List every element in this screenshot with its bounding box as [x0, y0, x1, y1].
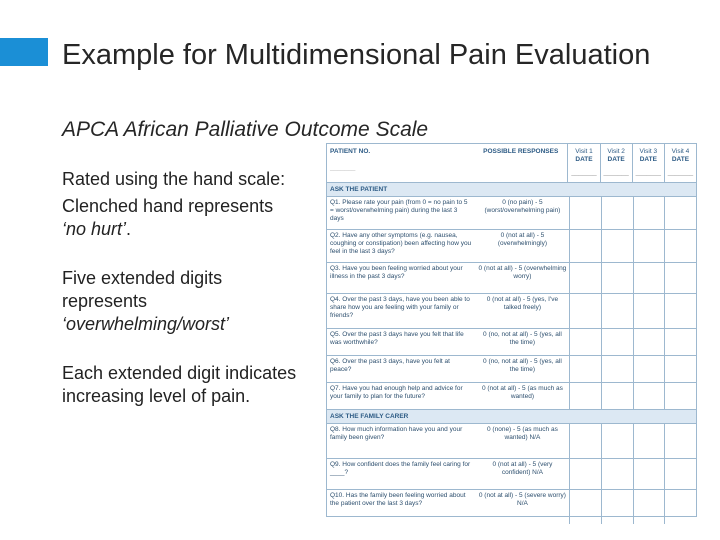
form-question: Q2. Have any other symptoms (e.g. nausea, coughing or constipation) been affecting how you feel in the last 3 days? [330, 232, 472, 255]
body-paragraph-2 [62, 195, 297, 241]
visit-cell [665, 329, 696, 355]
form-row [327, 230, 696, 263]
visit-header [601, 144, 633, 182]
visit-date-label: DATE [575, 156, 593, 163]
visit-cell [665, 490, 696, 524]
visit-cell [665, 230, 696, 262]
form-response: 0 (not at all) - 5 (overwhelmingly) [476, 230, 570, 262]
slide-subtitle: APCA African Palliative Outcome Scale [62, 118, 429, 141]
body-paragraph-2-a: Clenched hand represents [62, 196, 274, 216]
visit-cell [634, 459, 666, 489]
body-paragraph-4: Each extended digit indicates increasing level of pain. [62, 363, 297, 406]
visit-date-blank: _______ [603, 169, 629, 176]
visit-cell [634, 383, 666, 409]
visit-cell [602, 424, 634, 458]
body-paragraph-3-emph: ‘overwhelming/worst’ [62, 314, 230, 334]
possible-responses-label: POSSIBLE RESPONSES [474, 144, 568, 182]
body-paragraph-3-a: Five extended digits represents [62, 268, 223, 311]
visit-label: Visit 3 [639, 148, 658, 155]
visit-cell [570, 294, 602, 328]
visit-cell [602, 230, 634, 262]
visit-cell [602, 294, 634, 328]
body-paragraph-1: Rated using the hand scale: [62, 169, 286, 189]
form-row [327, 356, 696, 383]
visit-cell [665, 356, 696, 382]
form-row [327, 383, 696, 410]
visit-label: Visit 4 [671, 148, 690, 155]
form-header [327, 144, 696, 183]
apca-pos-form-image [326, 143, 697, 517]
form-question: Q7. Have you had enough help and advice for your family to plan for the future? [330, 385, 463, 400]
visit-label: Visit 2 [607, 148, 625, 155]
form-question: Q6. Over the past 3 days, have you felt at peace? [330, 358, 450, 373]
visit-header [633, 144, 665, 182]
visit-cell [602, 383, 634, 409]
visit-header [568, 144, 600, 182]
visit-cell [570, 263, 602, 293]
form-row [327, 490, 696, 524]
visit-cell [634, 490, 666, 524]
form-question: Q8. How much information have you and your family been given? [330, 426, 463, 441]
visit-cell [634, 197, 666, 229]
form-response: 0 (no pain) - 5 (worst/overwhelming pain) [476, 197, 570, 229]
form-question: Q5. Over the past 3 days have you felt that life was worthwhile? [330, 331, 464, 346]
visit-cell [665, 294, 696, 328]
form-question: Q4. Over the past 3 days, have you been able to share how you are feeling with your family or friends? [330, 296, 470, 319]
body-text [62, 168, 297, 408]
form-response: 0 (not at all) - 5 (severe worry) N/A [476, 490, 570, 524]
visit-cell [602, 356, 634, 382]
visit-cell [602, 329, 634, 355]
visit-date-label: DATE [671, 156, 690, 163]
body-paragraph-2-c: . [126, 219, 132, 239]
visit-cell [570, 197, 602, 229]
form-row [327, 329, 696, 356]
visit-date-blank: _______ [571, 169, 597, 176]
form-response: 0 (not at all) - 5 (as much as wanted) [476, 383, 570, 409]
form-row [327, 197, 696, 230]
visit-cell [634, 424, 666, 458]
form-response: 0 (not at all) - 5 (yes, I've talked freely) [476, 294, 570, 328]
title-accent-bar [0, 38, 48, 66]
visit-cell [570, 230, 602, 262]
visit-cell [665, 197, 696, 229]
form-question: Q3. Have you been feeling worried about your illness in the past 3 days? [330, 265, 463, 280]
visit-cell [665, 424, 696, 458]
visit-cell [570, 329, 602, 355]
visit-cell [570, 356, 602, 382]
visit-cell [602, 459, 634, 489]
section-ask-patient: ASK THE PATIENT [327, 183, 696, 197]
visit-cell [602, 263, 634, 293]
form-question: Q1. Please rate your pain (from 0 = no pain to 5 = worst/overwhelming pain) during the last 3 days [330, 199, 468, 222]
visit-date-blank: _______ [635, 169, 661, 176]
body-paragraph-2-emph: ‘no hurt’ [62, 219, 127, 239]
patient-no-label: PATIENT NO. [330, 148, 371, 155]
visit-cell [602, 197, 634, 229]
form-row [327, 294, 696, 329]
form-row [327, 459, 696, 490]
section-ask-family-carer: ASK THE FAMILY CARER [327, 410, 696, 424]
visit-cell [634, 329, 666, 355]
visit-date-label: DATE [607, 156, 625, 163]
form-response: 0 (no, not at all) - 5 (yes, all the time) [476, 356, 570, 382]
form-response: 0 (not at all) - 5 (very confident) N/A [476, 459, 570, 489]
visit-cell [665, 459, 696, 489]
form-response: 0 (not at all) - 5 (overwhelming worry) [476, 263, 570, 293]
visit-cell [570, 490, 602, 524]
form-question: Q9. How confident does the family feel caring for ____? [330, 461, 471, 476]
body-paragraph-3 [62, 267, 297, 336]
visit-cell [634, 294, 666, 328]
visit-label: Visit 1 [575, 148, 593, 155]
visit-cell [602, 490, 634, 524]
visit-cell [634, 230, 666, 262]
patient-no-blank: _______ [330, 165, 356, 172]
form-response: 0 (none) - 5 (as much as wanted) N/A [476, 424, 570, 458]
slide-title: Example for Multidimensional Pain Evaluation [62, 39, 651, 71]
visit-cell [570, 424, 602, 458]
visit-cell [665, 383, 696, 409]
visit-cell [665, 263, 696, 293]
visit-cell [570, 383, 602, 409]
visit-cell [634, 263, 666, 293]
visit-header [665, 144, 696, 182]
form-question: Q10. Has the family been feeling worried about the patient over the last 3 days? [330, 492, 466, 507]
visit-date-label: DATE [639, 156, 657, 163]
patient-no-cell [327, 144, 474, 182]
visit-cell [570, 459, 602, 489]
form-response: 0 (no, not at all) - 5 (yes, all the time) [476, 329, 570, 355]
form-row [327, 424, 696, 459]
visit-cell [634, 356, 666, 382]
form-row [327, 263, 696, 294]
visit-date-blank: _______ [667, 169, 694, 176]
